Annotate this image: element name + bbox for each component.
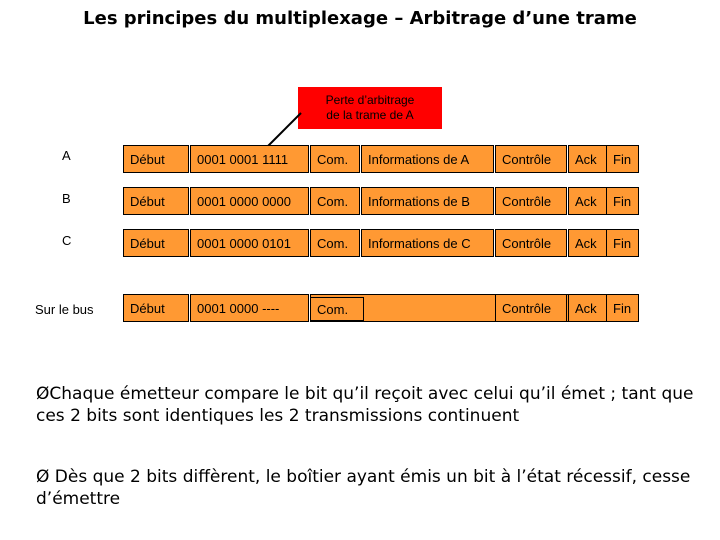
- cell-controle-c: Contrôle: [495, 229, 567, 257]
- cell-fin-c: Fin: [606, 229, 639, 257]
- bullet-text: Dès que 2 bits diffèrent, le boîtier ayant émis un bit à l’état récessif, cesse d’émettre: [36, 467, 691, 509]
- row-label-c: C: [62, 233, 72, 248]
- cell-bits-b: 0001 0000 0000: [190, 187, 309, 215]
- cell-info-b: Informations de B: [361, 187, 494, 215]
- callout-line-1: Perte d’arbitrage: [325, 93, 415, 107]
- cell-debut-b: Début: [123, 187, 189, 215]
- bullet-paragraph-1: [36, 383, 711, 427]
- cell-fin-a: Fin: [606, 145, 639, 173]
- cell-fin-bus: Fin: [606, 294, 639, 322]
- bullet-paragraph-2: [36, 466, 711, 510]
- callout-line-2: de la trame de A: [326, 108, 414, 122]
- cell-info-c: Informations de C: [361, 229, 494, 257]
- cell-bits-c: 0001 0000 0101: [190, 229, 309, 257]
- cell-com-c: Com.: [310, 229, 360, 257]
- row-label-a: A: [62, 148, 71, 163]
- row-label-bus: Sur le bus: [35, 302, 94, 317]
- cell-debut-c: Début: [123, 229, 189, 257]
- cell-ack-bus: Ack: [568, 294, 607, 322]
- cell-com-bus: Com.: [310, 297, 364, 321]
- cell-fin-b: Fin: [606, 187, 639, 215]
- cell-bits-a: 0001 0001 1111: [190, 145, 309, 173]
- cell-ack-b: Ack: [568, 187, 607, 215]
- bullet-arrow-icon: Ø: [36, 384, 50, 404]
- cell-ack-a: Ack: [568, 145, 607, 173]
- cell-controle-a: Contrôle: [495, 145, 567, 173]
- cell-ack-c: Ack: [568, 229, 607, 257]
- cell-debut-a: Début: [123, 145, 189, 173]
- cell-bits-bus: 0001 0000 ----: [190, 294, 309, 322]
- cell-info-a: Informations de A: [361, 145, 494, 173]
- bullet-text: Chaque émetteur compare le bit qu’il reçoit avec celui qu’il émet ; tant que ces 2 bits sont identiques les 2 transmissions continuent: [36, 384, 694, 426]
- page-title: Les principes du multiplexage – Arbitrage d’une trame: [83, 8, 637, 29]
- row-label-b: B: [62, 191, 71, 206]
- cell-controle-bus: Contrôle: [495, 294, 567, 322]
- cell-com-b: Com.: [310, 187, 360, 215]
- bullet-arrow-icon: Ø: [36, 467, 50, 487]
- cell-com-a: Com.: [310, 145, 360, 173]
- cell-debut-bus: Début: [123, 294, 189, 322]
- cell-controle-b: Contrôle: [495, 187, 567, 215]
